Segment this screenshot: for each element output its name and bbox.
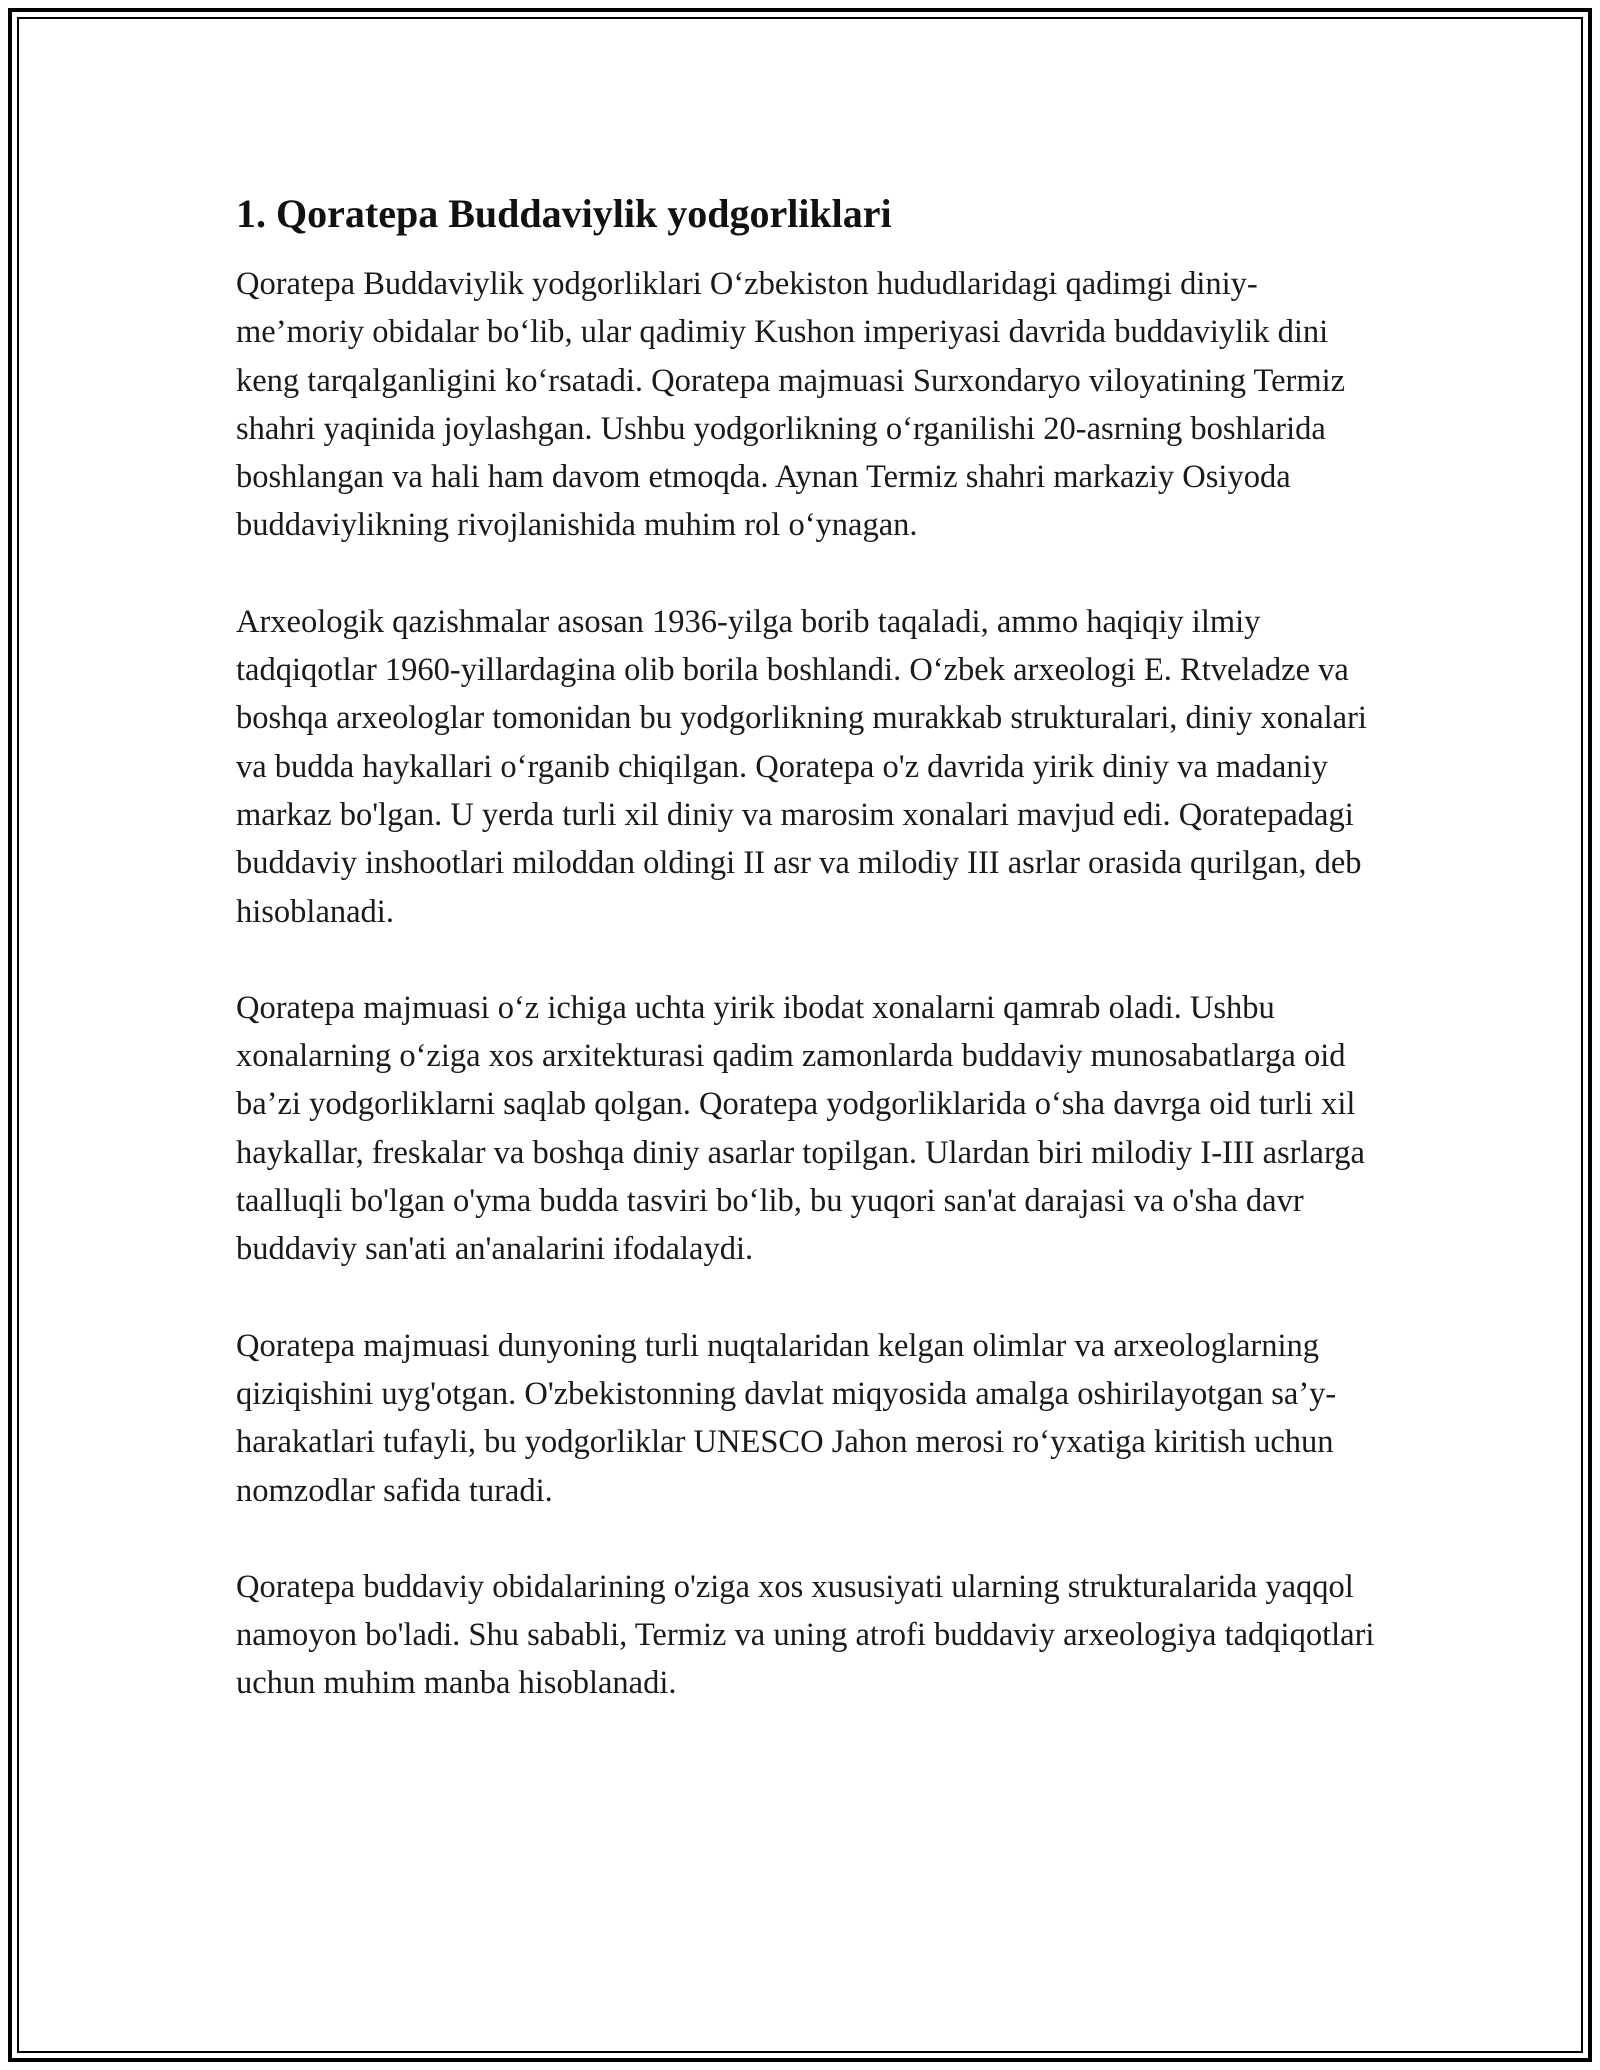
paragraph-unesco: Qoratepa majmuasi dunyoning turli nuqtalaridan kelgan olimlar va arxeologlarning qiziqishini uyg'otgan. O'zbekistonning davlat miqyosida amalga oshirilayotgan sa’y-harakatlari tufayli, bu yodgorliklar UNESCO Jahon merosi ro‘yxatiga kiritish uchun nomzodlar safida turadi.: [236, 1327, 1337, 1509]
paragraph-intro: Qoratepa Buddaviylik yodgorliklari O‘zbekiston hududlaridagi qadimgi diniy-me’moriy obidalar bo‘lib, ular qadimiy Kushon imperiyasi davrida buddaviylik dini keng tarqalganligini ko‘rsatadi. Qoratepa majmuasi Surxondaryo viloyatining Termiz shahri yaqinida joylashgan. Ushbu yodgorlikning o‘rganilishi 20-asrning boshlarida boshlangan va hali ham davom etmoqda. Aynan Termiz shahri markaziy Osiyoda buddaviylikning rivojlanishida muhim rol o‘ynagan.: [236, 266, 1346, 544]
paragraph-excavations: Arxeologik qazishmalar asosan 1936-yilga borib taqaladi, ammo haqiqiy ilmiy tadqiqotlar 1960-yillardagina olib borila boshlandi. O‘zbek arxeologi E. Rtveladze va boshqa arxeologlar tomonidan bu yodgorlikning murakkab strukturalari, diniy xonalari va budda haykallari o‘rganib chiqilgan. Qoratepa o'z davrida yirik diniy va madaniy markaz bo'lgan. U yerda turli xil diniy va marosim xonalari mavjud edi. Qoratepadagi buddaviy inshootlari miloddan oldingi II asr va milodiy III asrlar orasida qurilgan, deb hisoblanadi.: [236, 603, 1367, 930]
paragraph-architecture: Qoratepa majmuasi o‘z ichiga uchta yirik ibodat xonalarni qamrab oladi. Ushbu xonalarning o‘ziga xos arxitekturasi qadim zamonlarda buddaviy munosabatlarga oid ba’zi yodgorliklarni saqlab qolgan. Qoratepa yodgorliklarida o‘sha davrga oid turli xil haykallar, freskalar va boshqa diniy asarlar topilgan. Ulardan biri milodiy I-III asrlarga taalluqli bo'lgan o'yma budda tasviri bo‘lib, bu yuqori san'at darajasi va o'sha davr buddaviy san'ati an'analarini ifodalaydi.: [236, 989, 1365, 1268]
section-heading: 1. Qoratepa Buddaviylik yodgorliklari: [236, 191, 892, 236]
document-body: [236, 186, 1376, 1756]
paragraph-conclusion: Qoratepa buddaviy obidalarining o'ziga xos xususiyati ularning strukturalarida yaqqol namoyon bo'ladi. Shu sababli, Termiz va uning atrofi buddaviy arxeologiya tadqiqotlari uchun muhim manba hisoblanadi.: [236, 1568, 1375, 1702]
